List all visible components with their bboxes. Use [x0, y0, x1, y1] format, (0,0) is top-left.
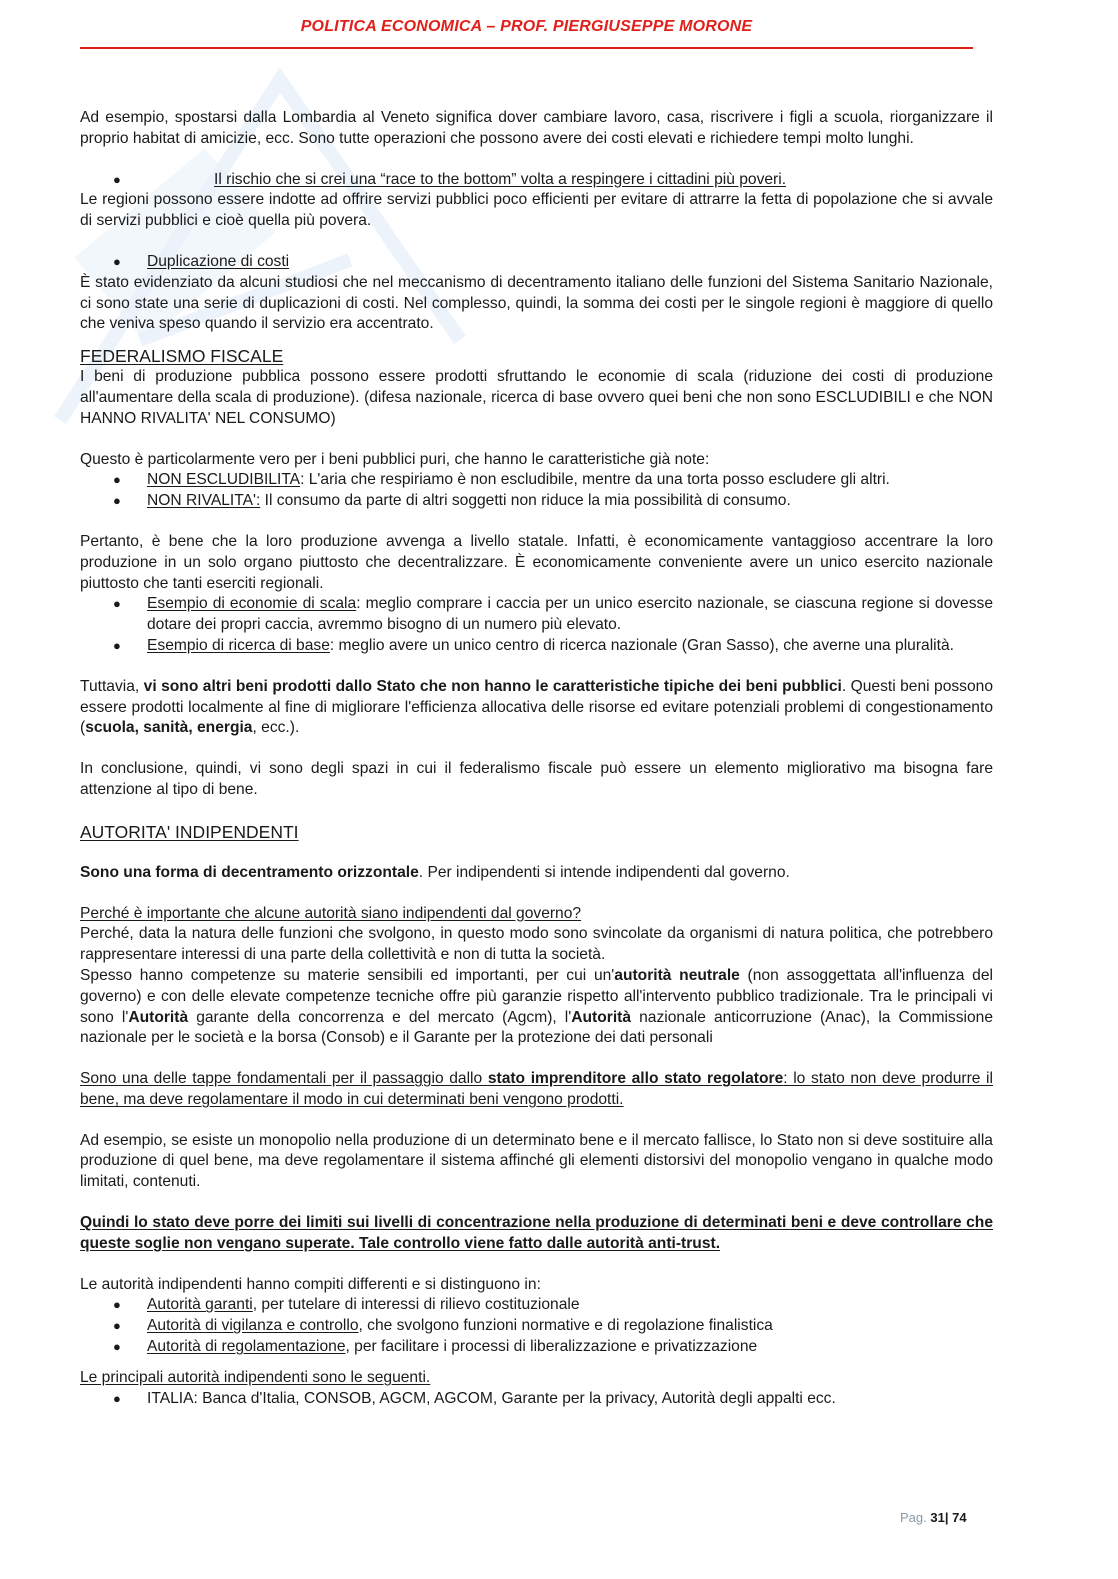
bullet-list	[80, 594, 993, 656]
paragraph: Ad esempio, se esiste un monopolio nella produzione di un determinato bene e il mercato fallisce, lo Stato non si deve sostituire alla produzione di quel bene, ma deve regolamentare il sistema affinché gli elementi distorsivi del monopolio vengano in qualche modo limitati, contenuti.	[80, 1131, 993, 1191]
section-heading: FEDERALISMO FISCALE	[80, 346, 284, 367]
paragraph: Quindi lo stato deve porre dei limiti sui livelli di concentrazione nella produzione di determinati beni e deve controllare che queste soglie non vengano superate. Tale controllo viene fatto dalle autorità anti-trust.	[80, 1214, 993, 1252]
list-item: ● NON ESCLUDIBILITA: L'aria che respiriamo è non escludibile, mentre da una torta posso escludere gli altri.	[80, 470, 993, 491]
paragraph: Le regioni possono essere indotte ad offrire servizi pubblici poco efficienti per evitare di attrarre la fetta di popolazione che si avvale di servizi pubblici e cioè quella più povera.	[80, 191, 993, 230]
list-item: ● Esempio di ricerca di base: meglio avere un unico centro di ricerca nazionale (Gran Sasso), che averne una pluralità.	[80, 636, 993, 657]
paragraph: Pertanto, è bene che la loro produzione avvenga a livello statale. Infatti, è economicamente vantaggioso accentrare la loro produzione in un solo organo piuttosto che decentralizzare. È economicamente conveniente avere un unico esercito nazionale piuttosto che tanti eserciti regionali.	[80, 532, 993, 592]
paragraph: Spesso hanno competenze su materie sensibili ed importanti, per cui un'autorità neutrale (non assoggettata all'influenza del governo) e con delle elevate competenze tecniche offre più garanzie rispetto all'intervento pubblico tradizionale. Tra le principali vi sono l'Autorità garante della concorrenza e del mercato (Agcm), l'Autorità nazionale anticorruzione (Anac), la Commissione nazionale per le società e la borsa (Consob) e il Garante per la protezione dei dati personali	[80, 966, 993, 1047]
list-item: ● Autorità di vigilanza e controllo, che svolgono funzioni normative e di regolazione finalistica	[80, 1316, 993, 1337]
list-item: ● Autorità garanti, per tutelare di interessi di rilievo costituzionale	[80, 1295, 993, 1316]
list-item: ● Autorità di regolamentazione, per facilitare i processi di liberalizzazione e privatizzazione	[80, 1337, 993, 1358]
paragraph: Sono una delle tappe fondamentali per il passaggio dallo stato imprenditore allo stato regolatore: lo stato non deve produrre il bene, ma deve regolamentare il modo in cui determinati beni vengono prodotti.	[80, 1070, 993, 1108]
header-rule	[80, 47, 973, 49]
page-number: Pag. 31| 74	[900, 1510, 967, 1525]
paragraph: Questo è particolarmente vero per i beni pubblici puri, che hanno le caratteristiche già note:	[80, 450, 710, 468]
paragraph: Ad esempio, spostarsi dalla Lombardia al Veneto significa dover cambiare lavoro, casa, riscrivere i figli a scuola, riorganizzare il proprio habitat di amicizie, ecc. Sono tutte operazioni che possono avere dei costi elevati e richiedere tempi molto lunghi.	[80, 109, 993, 147]
list-item: ● ITALIA: Banca d'Italia, CONSOB, AGCM, AGCOM, Garante per la privacy, Autorità degli appalti ecc.	[80, 1389, 993, 1410]
paragraph: Le autorità indipendenti hanno compiti differenti e si distinguono in:	[80, 1275, 541, 1293]
paragraph: Tuttavia, vi sono altri beni prodotti dallo Stato che non hanno le caratteristiche tipiche dei beni pubblici. Questi beni possono essere prodotti localmente al fine di migliorare l'efficienza allocativa delle risorse ed evitare potenziali problemi di congestionamento (scuola, sanità, energia, ecc.).	[80, 677, 993, 737]
paragraph: In conclusione, quindi, vi sono degli spazi in cui il federalismo fiscale può essere un elemento migliorativo ma bisogna fare attenzione al tipo di bene.	[80, 760, 993, 798]
paragraph: È stato evidenziato da alcuni studiosi che nel meccanismo di decentramento italiano delle funzioni del Sistema Sanitario Nazionale, ci sono state una serie di duplicazioni di costi. Nel complesso, quindi, la somma dei costi per le singole regioni è maggiore di quello che veniva speso quando il servizio era accentrato.	[80, 273, 993, 333]
list-item: ● NON RIVALITA': Il consumo da parte di altri soggetti non riduce la mia possibilità di consumo.	[80, 491, 993, 512]
list-item	[80, 252, 993, 273]
bullet-title: Duplicazione di costi	[147, 252, 290, 270]
section-heading: AUTORITA' INDIPENDENTI	[80, 821, 299, 842]
paragraph: I beni di produzione pubblica possono essere prodotti sfruttando le economie di scala (riduzione dei costi di produzione all'aumentare della scala di produzione). (difesa nazionale, ricerca di base ovvero quei beni che non sono ESCLUDIBILI e che NON HANNO RIVALITA' NEL CONSUMO)	[80, 368, 993, 427]
main-content	[80, 108, 993, 1409]
page-header: POLITICA ECONOMICA – PROF. PIERGIUSEPPE MORONE	[300, 18, 753, 35]
bullet-list	[80, 170, 993, 191]
list-item	[80, 170, 993, 191]
list-item: ● Esempio di economie di scala: meglio comprare i caccia per un unico esercito nazionale, se ciascuna regione si dovesse dotare dei propri caccia, avremmo bisogno di un numero più elevato.	[80, 594, 993, 636]
bullet-list	[80, 470, 993, 512]
bullet-title: Il rischio che si crei una “race to the bottom” volta a respingere i cittadini più poveri.	[214, 170, 787, 188]
bullet-list	[80, 1295, 993, 1357]
paragraph: Le principali autorità indipendenti sono le seguenti.	[80, 1368, 431, 1386]
paragraph: Sono una forma di decentramento orizzontale. Per indipendenti si intende indipendenti dal governo.	[80, 863, 790, 881]
question-heading: Perché è importante che alcune autorità siano indipendenti dal governo?	[80, 904, 582, 922]
paragraph: Perché, data la natura delle funzioni che svolgono, in questo modo sono svincolate da organismi di natura politica, che potrebbero rappresentare interessi di una parte della collettività e non di tutta la società.	[80, 925, 993, 964]
bullet-list	[80, 252, 993, 273]
bullet-list	[80, 1389, 993, 1410]
